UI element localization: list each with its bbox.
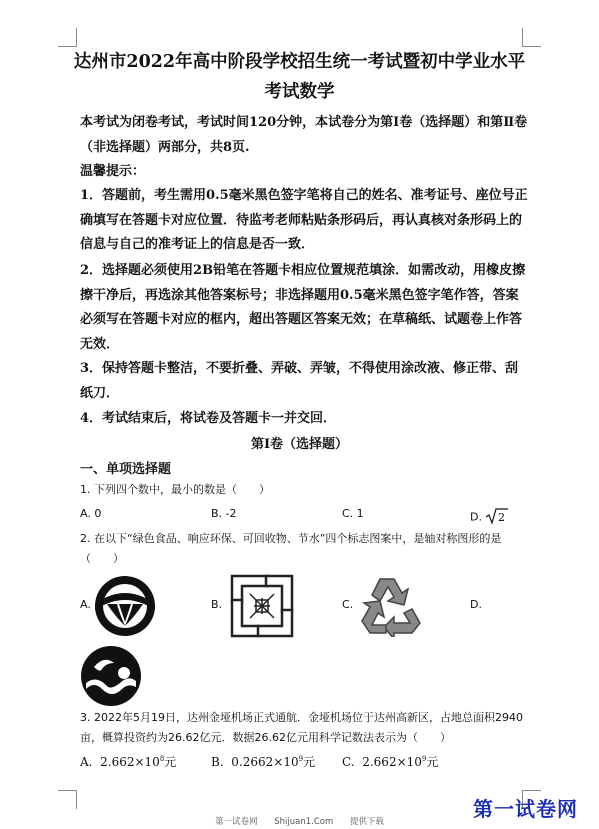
tip-4: 4．考试结束后，将试卷及答题卡一并交回． [80, 411, 337, 426]
footer-site-url[interactable]: Shijuan1.Com [274, 817, 334, 827]
eco-response-logo-icon [228, 572, 296, 644]
question-1-stem: 1. 下列四个数中，最小的数是（ ） [80, 483, 270, 496]
q1-option-b: B. -2 [211, 507, 237, 520]
q3-option-c: C. $2.662\times 10^9$元 [342, 755, 439, 769]
tip-3: 3．保持答题卡整洁，不要折叠、弄破、弄皱，不得使用涂改液、修正带、刮纸刀． [80, 361, 519, 401]
q2-option-b: B. [211, 598, 223, 611]
q1-option-a: A. 0 [80, 507, 102, 520]
q1-option-d-label: D. [470, 510, 482, 524]
q1-option-d-radicand: 2 [498, 511, 506, 524]
q2-option-c: C. [342, 598, 354, 611]
section-title: 第Ⅰ卷（选择题） [250, 437, 349, 452]
q1-option-d [470, 507, 509, 528]
crop-mark-bottom-left [58, 790, 77, 809]
sqrt-symbol-icon [485, 507, 509, 528]
green-food-logo-icon [93, 574, 157, 642]
tip-2: 2．选择题必须使用2B铅笔在答题卡相应位置规范填涂．如需改动，用橡皮擦擦干净后，再选涂其他答案标号；非选择题用0.5毫米黑色签字笔作答，答案必须写在答题卡对应的框内，超出答题区答案无效；在草稿纸、试题卷上作答无效． [80, 263, 526, 352]
page-footer [215, 815, 398, 827]
part-title: 一、单项选择题 [80, 462, 172, 477]
exam-title-line1: 达州市2022年高中阶段学校招生统一考试暨初中学业水平 [73, 52, 526, 72]
q2-option-a: A. [80, 598, 91, 611]
q1-option-c: C. 1 [342, 507, 364, 520]
recycle-logo-icon [358, 575, 424, 641]
exam-title-line2: 考试数学 [264, 82, 335, 102]
tips-heading: 温馨提示： [80, 164, 146, 179]
crop-mark-top-left [58, 28, 77, 47]
question-2-stem: 2. 在以下“绿色食品、响应环保、可回收物、节水”四个标志图案中，是轴对称图形的是（ ） [80, 532, 502, 565]
water-saving-logo-icon [80, 645, 142, 711]
footer-site-name: 第一试卷网 [215, 817, 258, 827]
footer-download-text: 提供下载 [349, 817, 384, 827]
crop-mark-top-right [522, 28, 541, 47]
q2-option-d: D. [470, 598, 482, 611]
q3-option-b: B. $0.2662\times 10^9$元 [211, 755, 316, 769]
brand-watermark: 第一试卷网 [473, 797, 578, 821]
tip-1: 1．答题前，考生需用0.5毫米黑色签字笔将自己的姓名、准考证号、座位号正确填写在答题卡对应位置．待监考老师粘贴条形码后，再认真核对条形码上的信息与自己的准考证上的信息是否一致． [80, 188, 528, 252]
question-3-stem: 3. 2022年5月19日，达州金垭机场正式通航．金垭机场位于达州高新区，占地总面积2940亩，概算投资约为26.62亿元．数据26.62亿元用科学记数法表示为（ ） [80, 711, 523, 744]
exam-intro: 本考试为闭卷考试，考试时间120分钟，本试卷分为第Ⅰ卷（选择题）和第Ⅱ卷（非选择题）两部分，共8页. [80, 115, 528, 155]
q3-option-a: A. $2.662\times 10^8$元 [80, 755, 177, 769]
